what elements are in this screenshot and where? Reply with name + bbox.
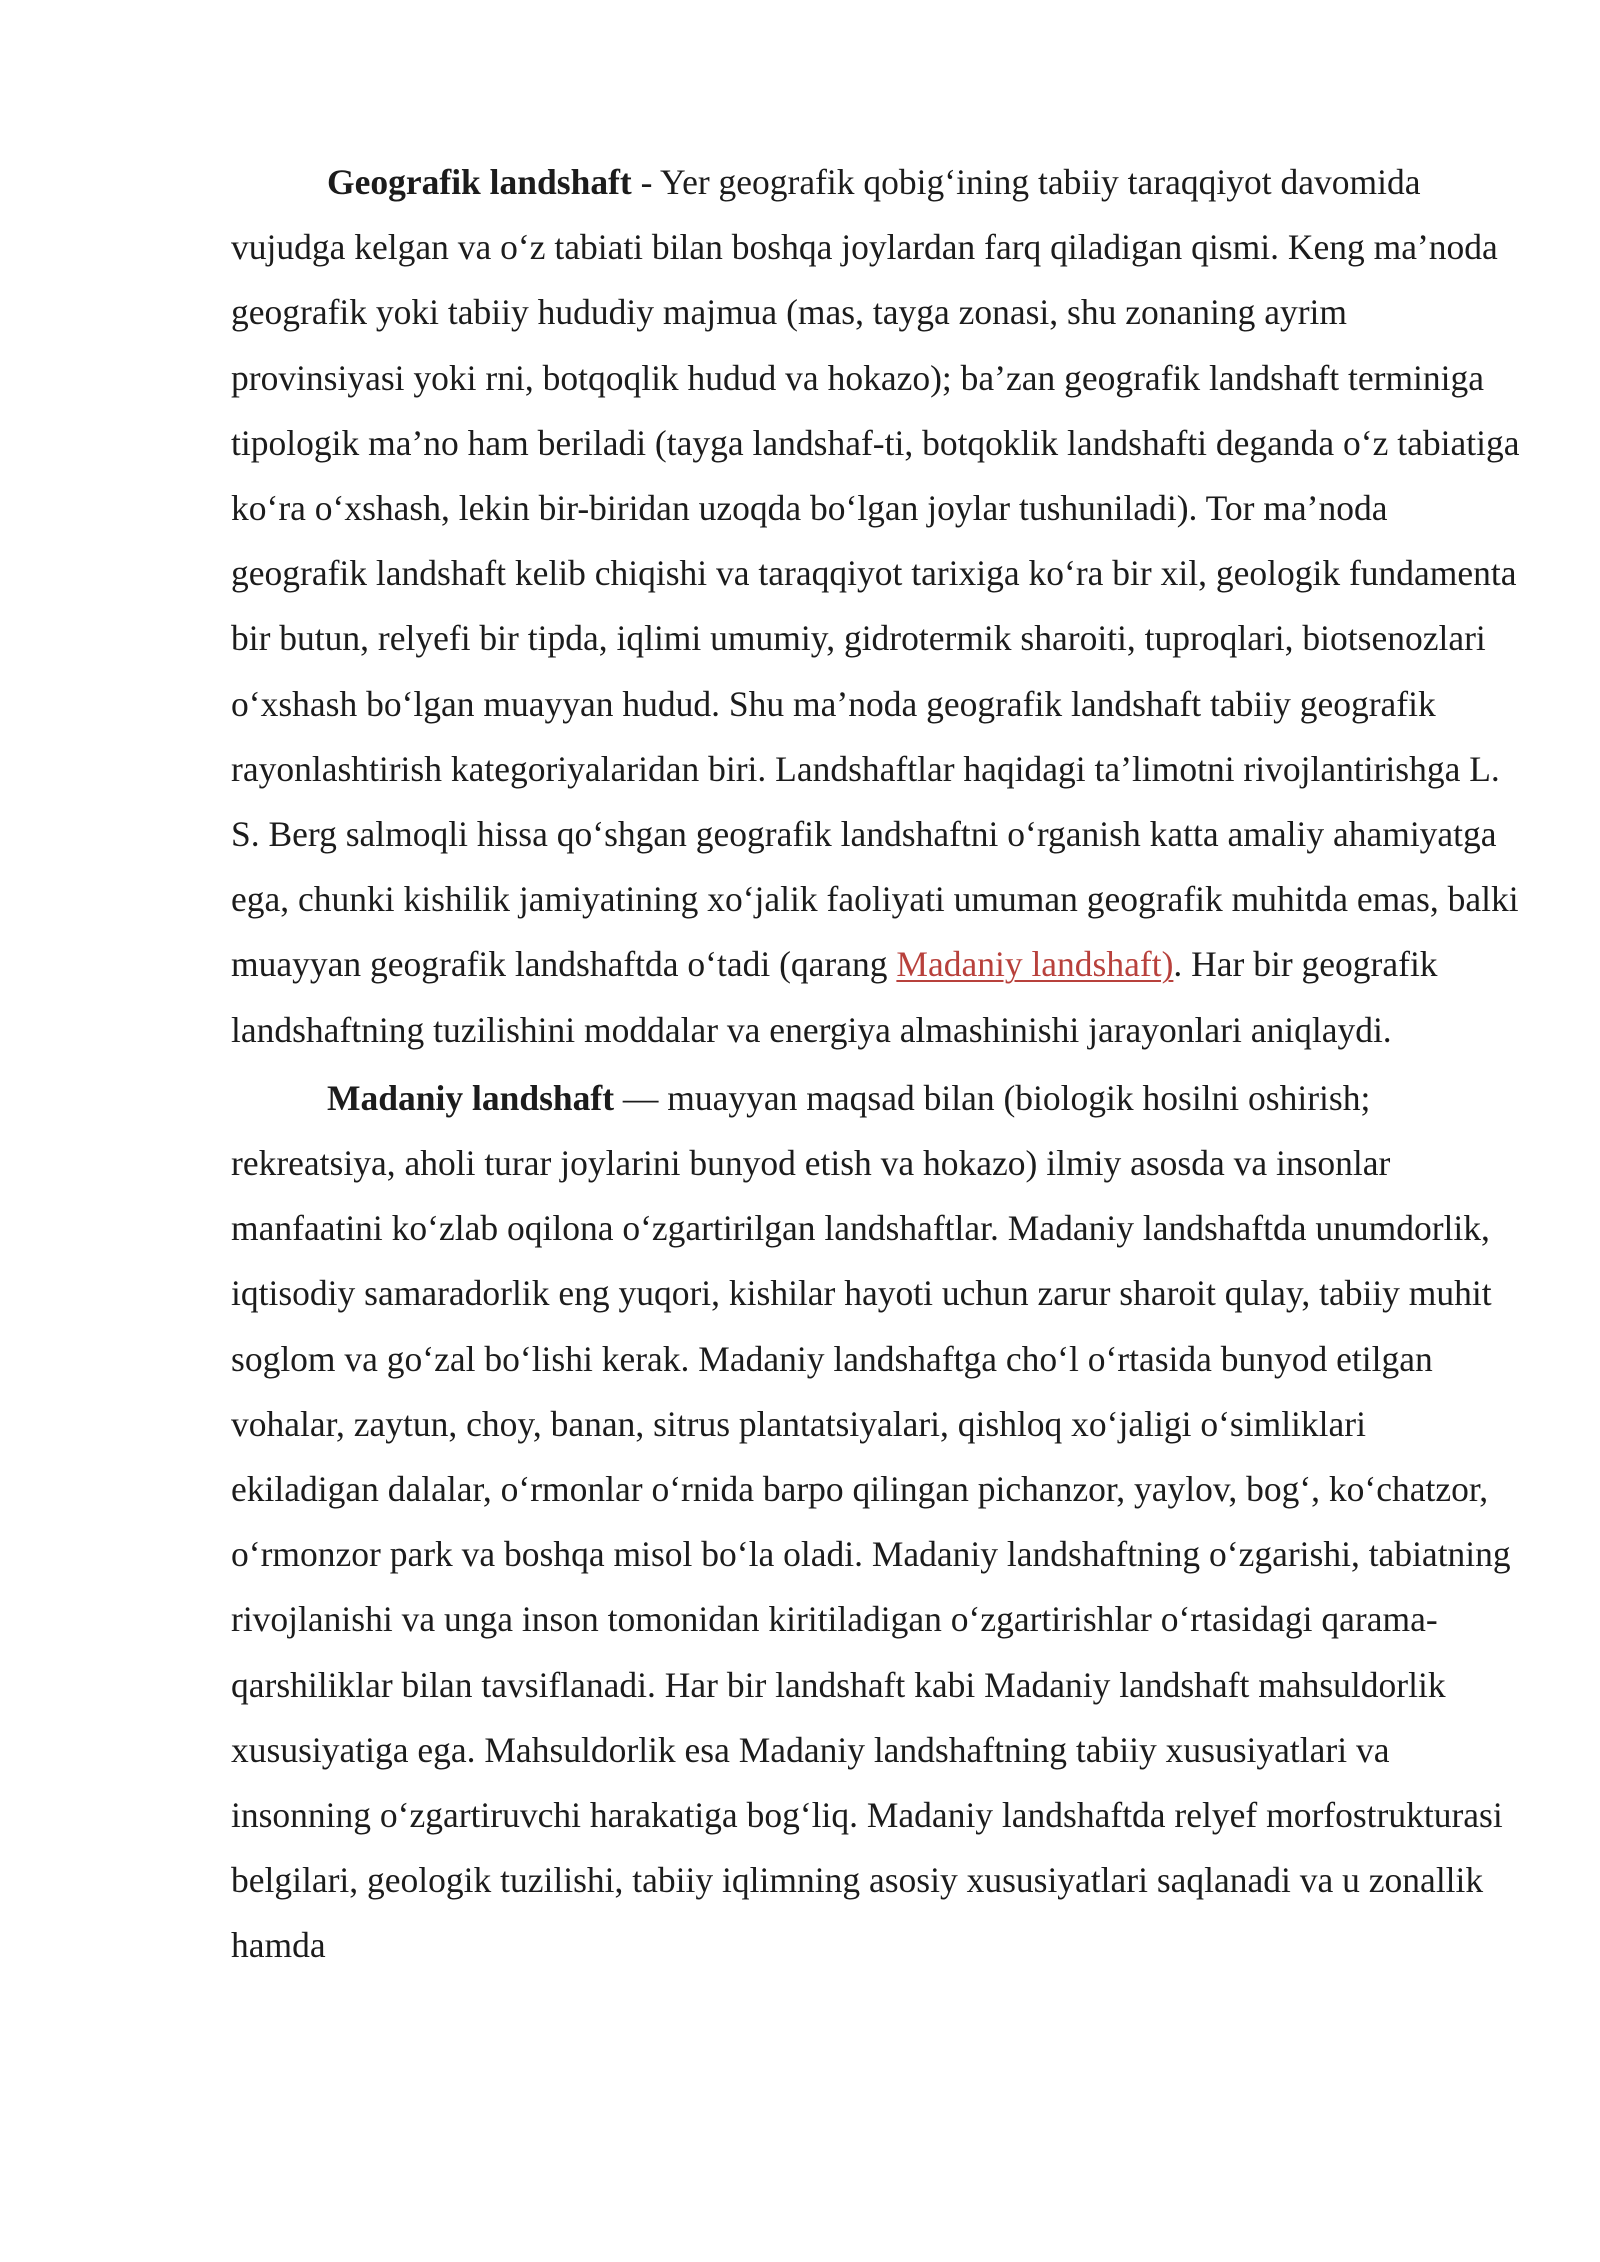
paragraph-text: - Yer geografik qobig‘ining tabiiy taraqqiyot davomida vujudga kelgan va o‘z tabiati bilan boshqa joylardan farq qiladigan qismi. Keng ma’noda geografik yoki tabiiy hududiy majmua (mas, tayga zonasi, shu zonaning ayrim provinsiyasi yoki rni, botqoqlik hudud va hokazo); ba’zan geografik landshaft terminiga tipologik ma’no ham beriladi (tayga landshaf-ti, botqoklik landshafti deganda o‘z tabiatiga ko‘ra o‘xshash, lekin bir-biridan uzoqda bo‘lgan joylar tushuniladi). Tor ma’noda geografik landshaft kelib chiqishi va taraqqiyot tarixiga ko‘ra bir xil, geologik fundamenta bir butun, relyefi bir tipda, iqlimi umumiy, gidrotermik sharoiti, tuproqlari, biotsenozlari o‘xshash bo‘lgan muayyan hudud. Shu ma’noda geografik landshaft tabiiy geografik rayonlashtirish kategoriyalaridan biri. Landshaftlar haqidagi ta’limotni rivojlantirishga L. S. Berg salmoqli hissa qo‘shgan geografik landshaftni o‘rganish katta amaliy ahamiyatga ega, chunki kishilik jamiyatining xo‘jalik faoliyati umuman geografik muhitda emas, balki muayyan geografik landshaftda o‘tadi (qarang	[231, 162, 1520, 985]
paragraph-text: — muayyan maqsad bilan (biologik hosilni oshirish; rekreatsiya, aholi turar joylarini bunyod etish va hokazo) ilmiy asosda va insonlar manfaatini ko‘zlab oqilona o‘zgartirilgan landshaftlar. Madaniy landshaftda unumdorlik, iqtisodiy samaradorlik eng yuqori, kishilar hayoti uchun zarur sharoit qulay, tabiiy muhit soglom va go‘zal bo‘lishi kerak. Madaniy landshaftga cho‘l o‘rtasida bunyod etilgan vohalar, zaytun, choy, banan, sitrus plantatsiyalari, qishloq xo‘jaligi o‘simliklari ekiladigan dalalar, o‘rmonlar o‘rnida barpo qilingan pichanzor, yaylov, bog‘, ko‘chatzor, o‘rmonzor park va boshqa misol bo‘la oladi. Madaniy landshaftning o‘zgarishi, tabiatning rivojlanishi va unga inson tomonidan kiritiladigan o‘zgartirishlar o‘rtasidagi qarama-qarshiliklar bilan tavsiflanadi. Har bir landshaft kabi Madaniy landshaft mahsuldorlik xususiyatiga ega. Mahsuldorlik esa Madaniy landshaftning tabiiy xususiyatlari va insonning o‘zgartiruvchi harakatiga bog‘liq. Madaniy landshaftda relyef morfostrukturasi belgilari, geologik tuzilishi, tabiiy iqlimning asosiy xususiyatlari saqlanadi va u zonallik hamda	[231, 1077, 1511, 1966]
document-page	[231, 150, 1521, 1979]
paragraph-madaniy-landshaft	[231, 1066, 1521, 1979]
term-madaniy-landshaft: Madaniy landshaft	[327, 1077, 615, 1118]
paragraph-geografik-landshaft	[231, 150, 1521, 1063]
term-geografik-landshaft: Geografik landshaft	[327, 162, 632, 202]
paragraph-text: . Har bir geografik landshaftning tuzilishini moddalar va energiya almashinishi jarayonlari aniqlaydi.	[231, 944, 1438, 1050]
madaniy-landshaft-link[interactable]: Madaniy landshaft)	[896, 944, 1174, 985]
